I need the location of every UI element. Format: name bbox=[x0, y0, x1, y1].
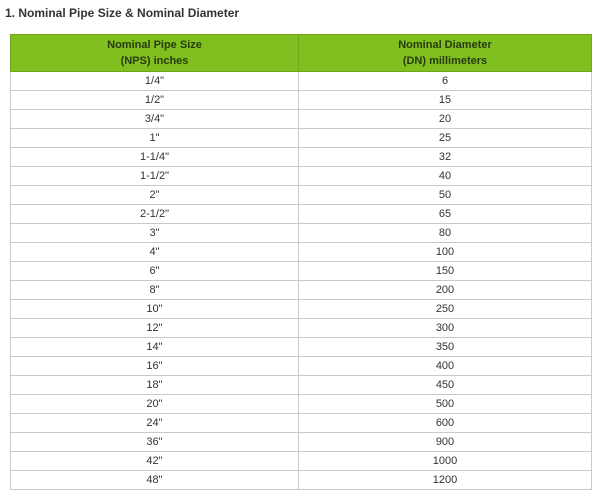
nps-cell: 18" bbox=[11, 376, 299, 395]
table-row bbox=[11, 110, 592, 129]
dn-cell: 32 bbox=[299, 148, 592, 167]
nps-cell: 48" bbox=[11, 471, 299, 490]
table-row bbox=[11, 471, 592, 490]
table-row bbox=[11, 338, 592, 357]
dn-cell: 400 bbox=[299, 357, 592, 376]
table-row bbox=[11, 300, 592, 319]
dn-cell: 350 bbox=[299, 338, 592, 357]
dn-cell: 20 bbox=[299, 110, 592, 129]
dn-cell: 250 bbox=[299, 300, 592, 319]
dn-cell: 6 bbox=[299, 72, 592, 91]
nps-cell: 42" bbox=[11, 452, 299, 471]
nps-cell: 20" bbox=[11, 395, 299, 414]
nps-cell: 1" bbox=[11, 129, 299, 148]
nps-cell: 12" bbox=[11, 319, 299, 338]
dn-cell: 500 bbox=[299, 395, 592, 414]
nps-cell: 4" bbox=[11, 243, 299, 262]
table-row bbox=[11, 91, 592, 110]
dn-cell: 150 bbox=[299, 262, 592, 281]
nps-cell: 14" bbox=[11, 338, 299, 357]
page-heading: 1. Nominal Pipe Size & Nominal Diameter bbox=[5, 6, 240, 20]
dn-cell: 600 bbox=[299, 414, 592, 433]
nps-cell: 10" bbox=[11, 300, 299, 319]
table-row bbox=[11, 319, 592, 338]
table-row bbox=[11, 148, 592, 167]
dn-cell: 50 bbox=[299, 186, 592, 205]
nps-cell: 8" bbox=[11, 281, 299, 300]
dn-cell: 100 bbox=[299, 243, 592, 262]
header-dn-line2: (DN) millimeters bbox=[402, 55, 488, 67]
table-row bbox=[11, 357, 592, 376]
dn-cell: 65 bbox=[299, 205, 592, 224]
dn-cell: 900 bbox=[299, 433, 592, 452]
header-nominal-pipe-size bbox=[11, 35, 299, 72]
table-row bbox=[11, 376, 592, 395]
dn-cell: 15 bbox=[299, 91, 592, 110]
header-nps-line1: Nominal Pipe Size bbox=[107, 39, 202, 51]
table-row bbox=[11, 186, 592, 205]
nps-cell: 1-1/4" bbox=[11, 148, 299, 167]
nps-cell: 24" bbox=[11, 414, 299, 433]
table-row bbox=[11, 452, 592, 471]
nps-cell: 3/4" bbox=[11, 110, 299, 129]
table-row bbox=[11, 281, 592, 300]
dn-cell: 80 bbox=[299, 224, 592, 243]
nps-cell: 2-1/2" bbox=[11, 205, 299, 224]
table-row bbox=[11, 224, 592, 243]
table-row bbox=[11, 129, 592, 148]
dn-cell: 1000 bbox=[299, 452, 592, 471]
table-body bbox=[11, 72, 592, 490]
nps-cell: 1/2" bbox=[11, 91, 299, 110]
table-row bbox=[11, 205, 592, 224]
dn-cell: 200 bbox=[299, 281, 592, 300]
dn-cell: 300 bbox=[299, 319, 592, 338]
header-nominal-diameter bbox=[299, 35, 592, 72]
dn-cell: 450 bbox=[299, 376, 592, 395]
nps-cell: 2" bbox=[11, 186, 299, 205]
nps-cell: 1/4" bbox=[11, 72, 299, 91]
table-row bbox=[11, 72, 592, 91]
nps-cell: 6" bbox=[11, 262, 299, 281]
table-row bbox=[11, 414, 592, 433]
header-dn-line1: Nominal Diameter bbox=[398, 39, 492, 51]
table-row bbox=[11, 433, 592, 452]
pipe-size-table bbox=[10, 34, 592, 490]
dn-cell: 40 bbox=[299, 167, 592, 186]
nps-cell: 36" bbox=[11, 433, 299, 452]
table-row bbox=[11, 243, 592, 262]
table-row bbox=[11, 167, 592, 186]
table-row bbox=[11, 262, 592, 281]
table-header-row bbox=[11, 35, 592, 72]
nps-cell: 1-1/2" bbox=[11, 167, 299, 186]
nps-cell: 3" bbox=[11, 224, 299, 243]
nps-cell: 16" bbox=[11, 357, 299, 376]
dn-cell: 1200 bbox=[299, 471, 592, 490]
dn-cell: 25 bbox=[299, 129, 592, 148]
header-nps-line2: (NPS) inches bbox=[120, 55, 189, 67]
table-row bbox=[11, 395, 592, 414]
